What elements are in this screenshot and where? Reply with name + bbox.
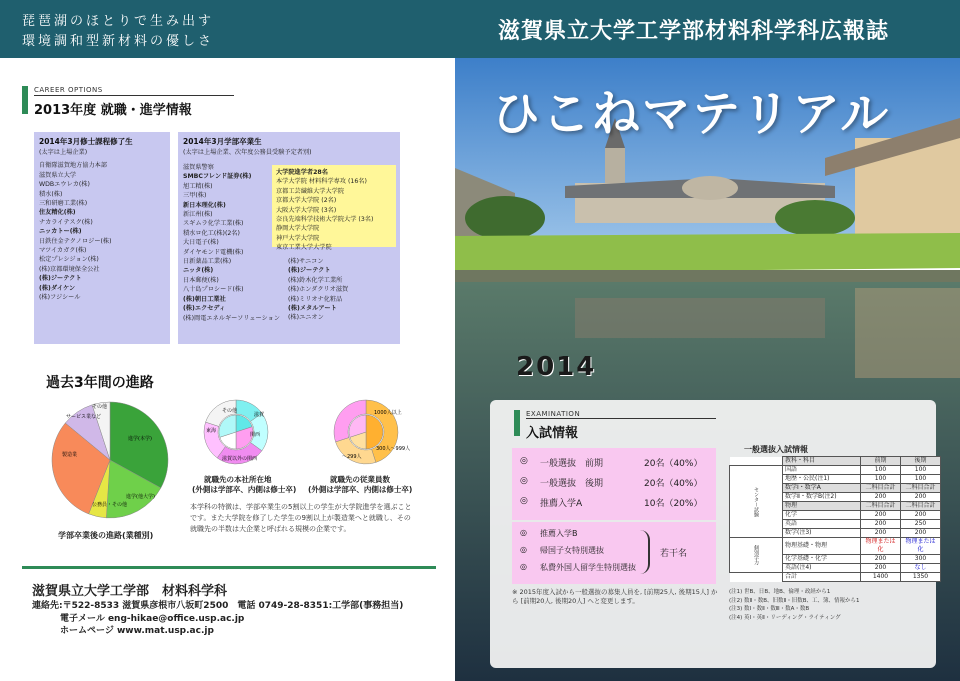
grad-school-list bbox=[276, 177, 392, 252]
masters-title: 2014年3月修士課程修了生 bbox=[39, 137, 133, 146]
grad-school-item: 大阪大学大学院 (3名) bbox=[276, 206, 337, 214]
table-title: 一般選抜入試情報 bbox=[744, 445, 808, 454]
bullet-icon: ◎ bbox=[520, 562, 527, 571]
company-item: 日鉄住金テクノロジー(株) bbox=[39, 237, 112, 245]
other-box bbox=[512, 522, 716, 584]
tagline-1: 琵琶湖のほとりで生み出す bbox=[22, 14, 215, 29]
section-marker bbox=[514, 410, 520, 436]
pie1-caption: 学部卒業後の進路(業種別) bbox=[58, 531, 154, 540]
table-cell: 200 bbox=[901, 511, 941, 520]
exam-row bbox=[520, 456, 716, 476]
company-item: マツイカガク(株) bbox=[39, 247, 87, 255]
contact-address: 連絡先:〒522-8533 滋賀県彦根市八坂町2500 電話 0749-28-8351:工学部(事務担当) bbox=[32, 601, 404, 611]
company-item: (株)フジシール bbox=[39, 294, 81, 302]
second-label: 個別学力 bbox=[730, 538, 783, 573]
exam-name: 推薦入学A bbox=[540, 499, 583, 509]
company-item: (株)エクセディ bbox=[183, 305, 226, 313]
company-item: (株)ダイケン bbox=[39, 284, 76, 292]
pie1-label-b: 進学(他大学) bbox=[126, 494, 155, 500]
tagline-2: 環境調和型新材料の優しさ bbox=[22, 34, 215, 49]
company-item: 八十島プロシード(株) bbox=[183, 286, 244, 294]
table-cell: 200 bbox=[861, 564, 901, 573]
table-cell: 物理または化 bbox=[861, 538, 901, 555]
pie2-label-c: 東海 bbox=[206, 428, 217, 434]
table-row bbox=[730, 466, 941, 475]
exam-table bbox=[729, 456, 941, 582]
divider bbox=[34, 95, 234, 96]
pie2-label-d: 関西 bbox=[250, 432, 261, 438]
table-cell: 英語(注4) bbox=[783, 564, 861, 573]
other-capacity: 若干名 bbox=[660, 549, 688, 559]
masters-box bbox=[34, 132, 170, 344]
cover-year: 2014 bbox=[516, 352, 597, 382]
company-item: (株)ユニオン bbox=[288, 314, 324, 322]
cover-title: ひこねマテリアル bbox=[492, 86, 891, 142]
table-cell: 国語 bbox=[783, 466, 861, 475]
table-footnotes bbox=[729, 588, 860, 622]
masters-company-list bbox=[39, 161, 170, 302]
table-row bbox=[730, 573, 941, 582]
table-head: 後期 bbox=[901, 457, 941, 466]
table-cell: 200 bbox=[861, 555, 901, 564]
company-item: 滋賀県立大学 bbox=[39, 171, 77, 179]
pie3-caption-2: (外側は学部卒、内側は修士卒) bbox=[308, 485, 413, 494]
exam-row bbox=[520, 496, 716, 516]
exam-eyebrow: EXAMINATION bbox=[526, 410, 581, 418]
pie-location bbox=[200, 396, 280, 476]
company-item: ニッタ(株) bbox=[183, 267, 214, 275]
pie1-label-f: その他 bbox=[92, 404, 108, 410]
pie2-caption-2: (外側は学部卒、内側は修士卒) bbox=[192, 485, 297, 494]
other-exam-name: 推薦入学B bbox=[540, 529, 578, 538]
grad-school-item: 東京工業大学大学院 bbox=[276, 244, 332, 252]
table-head: 教科・科目 bbox=[783, 457, 861, 466]
other-exam-name: 私費外国人留学生特別選抜 bbox=[540, 563, 636, 572]
brace bbox=[640, 530, 650, 574]
table-cell: 250 bbox=[901, 520, 941, 529]
company-item: SMBCフレンド証券(株) bbox=[183, 173, 252, 181]
table-cell: 物理 bbox=[783, 502, 861, 511]
exam-table-wrap bbox=[729, 456, 941, 582]
table-cell: なし bbox=[901, 564, 941, 573]
exam-note: ※ 2015年度入試から一般選抜の募集人員を, [前期25人, 後期15人] から [前期20人, 後期20人] へと変更します。 bbox=[512, 588, 718, 605]
grad-school-box bbox=[272, 165, 396, 252]
company-item: ナカライテスク(株) bbox=[39, 218, 93, 226]
company-item: 自衛隊滋賀地方協力本部 bbox=[39, 162, 108, 170]
company-item: 新江州(株) bbox=[183, 211, 213, 219]
table-cell: 100 bbox=[861, 475, 901, 484]
company-item: 滋賀県警察 bbox=[183, 164, 214, 171]
table-cell: 200 bbox=[861, 511, 901, 520]
table-cell: 100 bbox=[901, 475, 941, 484]
table-cell: 数学Ⅱ・数学B(注2) bbox=[783, 493, 861, 502]
table-cell: 二科目合計 bbox=[901, 502, 941, 511]
grad-school-item: 静岡大学大学院 bbox=[276, 225, 320, 233]
grad-school-item: 神戸大学大学院 bbox=[276, 234, 320, 242]
pie2-caption-1: 就職先の本社所在地 bbox=[204, 475, 272, 484]
pie3-label-a: 1000人以上 bbox=[374, 410, 402, 416]
bullet-icon: ◎ bbox=[520, 545, 527, 554]
exam-capacity: 20名（40%） bbox=[644, 479, 703, 489]
exam-capacity: 20名（40%） bbox=[644, 459, 703, 469]
table-cell: 物理基礎・物理 bbox=[783, 538, 861, 555]
table-cell: 200 bbox=[901, 529, 941, 538]
company-item: WDBエウレカ(株) bbox=[39, 181, 90, 189]
company-item: (株)メタルアート bbox=[288, 305, 337, 313]
company-item: 松定プレシジョン(株) bbox=[39, 256, 99, 264]
table-cell: 数学Ⅰ・数学A bbox=[783, 484, 861, 493]
pie2-label-b: 滋賀 bbox=[254, 412, 265, 418]
grad-school-item: 奈良先端科学技術大学院大学 (3名) bbox=[276, 216, 374, 224]
company-item: 新日本理化(株) bbox=[183, 201, 226, 209]
contact-homepage[interactable]: ホームページ www.mat.usp.ac.jp bbox=[60, 626, 214, 636]
bullet-icon: ◎ bbox=[520, 476, 528, 486]
table-row bbox=[730, 538, 941, 555]
company-item: (株)サニコン bbox=[288, 258, 324, 265]
company-item: 日本郵便(株) bbox=[183, 276, 219, 284]
bachelors-box bbox=[178, 132, 400, 344]
table-cell: 1400 bbox=[861, 573, 901, 582]
other-exam-row bbox=[520, 528, 716, 545]
pie3-label-c: 〜299人 bbox=[342, 454, 362, 460]
career-eyebrow: CAREER OPTIONS bbox=[34, 86, 103, 94]
company-item: ニッカトー(株) bbox=[39, 228, 82, 236]
company-item: 三甲(株) bbox=[183, 192, 207, 200]
table-head: 前期 bbox=[861, 457, 901, 466]
pie2-label-e: 滋賀以外の関西 bbox=[222, 456, 258, 462]
quota-box bbox=[512, 448, 716, 520]
footnote: (注4) 英Ⅰ・英Ⅱ・リーディング・ライティング bbox=[729, 614, 841, 621]
magazine-title: 滋賀県立大学工学部材料科学科広報誌 bbox=[498, 19, 890, 44]
table-cell: 数学(注3) bbox=[783, 529, 861, 538]
pie3-label-b: 300人〜999人 bbox=[376, 446, 411, 452]
past-paragraph: 本学科の特徴は、学部卒業生の5割以上の学生が大学院進学を選ぶことです。また大学院を修了した学生の9割以上が製造業へと就職し、その就職先の半数は大企業と呼ばれる規模の企業です。 bbox=[190, 503, 412, 533]
table-cell: 化学基礎・化学 bbox=[783, 555, 861, 564]
divider bbox=[22, 566, 436, 569]
pie-employees bbox=[330, 396, 420, 476]
pie1-label-a: 進学(本学) bbox=[128, 436, 152, 442]
company-item: (株)ホンダクリオ滋賀 bbox=[288, 286, 349, 294]
bullet-icon: ◎ bbox=[520, 456, 528, 466]
company-item: 大日電子(株) bbox=[183, 239, 219, 247]
past-title: 過去3年間の進路 bbox=[46, 375, 154, 391]
company-item: 旭工精(株) bbox=[183, 182, 213, 190]
other-exam-row bbox=[520, 562, 716, 579]
bachelors-title: 2014年3月学部卒業生 bbox=[183, 137, 262, 146]
contact-email[interactable]: 電子メール eng-hikae@office.usp.ac.jp bbox=[60, 614, 245, 624]
company-item: 住友精化(株) bbox=[39, 209, 76, 217]
company-item: 三和研磨工業(株) bbox=[39, 200, 88, 208]
company-item: (株)岡電エネルギーソリューション bbox=[183, 314, 280, 322]
bachelors-note: (太字は上場企業、次年度公務員受験予定者別) bbox=[183, 149, 312, 156]
company-item: (株)鈴木化学工業所 bbox=[288, 276, 343, 284]
table-cell: 英語 bbox=[783, 520, 861, 529]
company-item: ダイヤモンド電機(株) bbox=[183, 248, 244, 256]
footnote: (注3) 数Ⅰ・数Ⅱ・数Ⅲ・数A・数B bbox=[729, 606, 810, 612]
company-item: (株)ジーテクト bbox=[39, 275, 82, 283]
company-item: スギムラ化学工業(株) bbox=[183, 220, 244, 228]
other-exam-name: 帰国子女特別選抜 bbox=[540, 546, 604, 555]
table-cell: 二科目合計 bbox=[901, 484, 941, 493]
table-cell: 200 bbox=[861, 529, 901, 538]
grad-school-item: 本学大学院 材料科学専攻 (16名) bbox=[276, 178, 367, 186]
table-cell: 物理または化 bbox=[901, 538, 941, 555]
masters-note: (太字は上場企業) bbox=[39, 149, 88, 156]
table-cell: 合計 bbox=[783, 573, 861, 582]
career-title: 2013年度 就職・進学情報 bbox=[34, 103, 192, 118]
pie1-label-c: 公務員・その他 bbox=[92, 502, 128, 508]
grad-school-title: 大学院進学者28名 bbox=[276, 169, 328, 176]
table-cell: 二科目合計 bbox=[861, 502, 901, 511]
pie3-caption-1: 就職先の従業員数 bbox=[330, 475, 390, 484]
bachelors-company-list-2 bbox=[288, 257, 348, 323]
company-item: (株)京都環境保全公社 bbox=[39, 265, 100, 273]
footnote: (注1) 世B、日B、地B、倫理・政経から1 bbox=[729, 589, 831, 595]
table-cell: 地歴・公民(注1) bbox=[783, 475, 861, 484]
table-cell: 100 bbox=[901, 466, 941, 475]
table-cell: 化学 bbox=[783, 511, 861, 520]
company-item: 積水(株) bbox=[39, 190, 63, 198]
pie-industry bbox=[48, 398, 178, 528]
table-cell: 200 bbox=[861, 520, 901, 529]
section-marker bbox=[22, 86, 28, 114]
company-item: (株)ジーテクト bbox=[288, 267, 331, 275]
pie2-label-a: その他 bbox=[222, 408, 238, 414]
exam-title: 入試情報 bbox=[526, 426, 579, 441]
exam-capacity: 10名（20%） bbox=[644, 499, 703, 509]
center-label: センター試験 bbox=[730, 466, 783, 538]
company-item: 積水ロ化工(株)(2名) bbox=[183, 229, 240, 237]
exam-name: 一般選抜 前期 bbox=[540, 459, 604, 469]
exam-row bbox=[520, 476, 716, 496]
bullet-icon: ◎ bbox=[520, 496, 528, 506]
grad-school-item: 京都工芸繊維大学大学院 bbox=[276, 187, 345, 195]
divider bbox=[526, 418, 716, 419]
table-cell: 200 bbox=[861, 493, 901, 502]
table-cell: 1350 bbox=[901, 573, 941, 582]
bachelors-company-list-1 bbox=[183, 163, 280, 323]
table-cell: 200 bbox=[901, 493, 941, 502]
exam-name: 一般選抜 後期 bbox=[540, 479, 604, 489]
footnote: (注2) 数Ⅱ・数B、旧数Ⅱ・旧数B、工、簿、情報から1 bbox=[729, 597, 860, 604]
grad-school-item: 京都大学大学院 (2名) bbox=[276, 197, 337, 205]
pie1-label-e: サービス業など bbox=[66, 414, 102, 420]
contact-org: 滋賀県立大学工学部 材料科学科 bbox=[32, 584, 228, 599]
company-item: 日新薬品工業(株) bbox=[183, 258, 232, 266]
company-item: (株)朝日工業社 bbox=[183, 295, 226, 303]
pie1-label-d: 製造業 bbox=[62, 452, 78, 458]
company-item: (株)ミリオナ化粧品 bbox=[288, 295, 343, 303]
table-cell: 300 bbox=[901, 555, 941, 564]
table-cell: 100 bbox=[861, 466, 901, 475]
table-cell: 二科目合計 bbox=[861, 484, 901, 493]
bullet-icon: ◎ bbox=[520, 528, 527, 537]
